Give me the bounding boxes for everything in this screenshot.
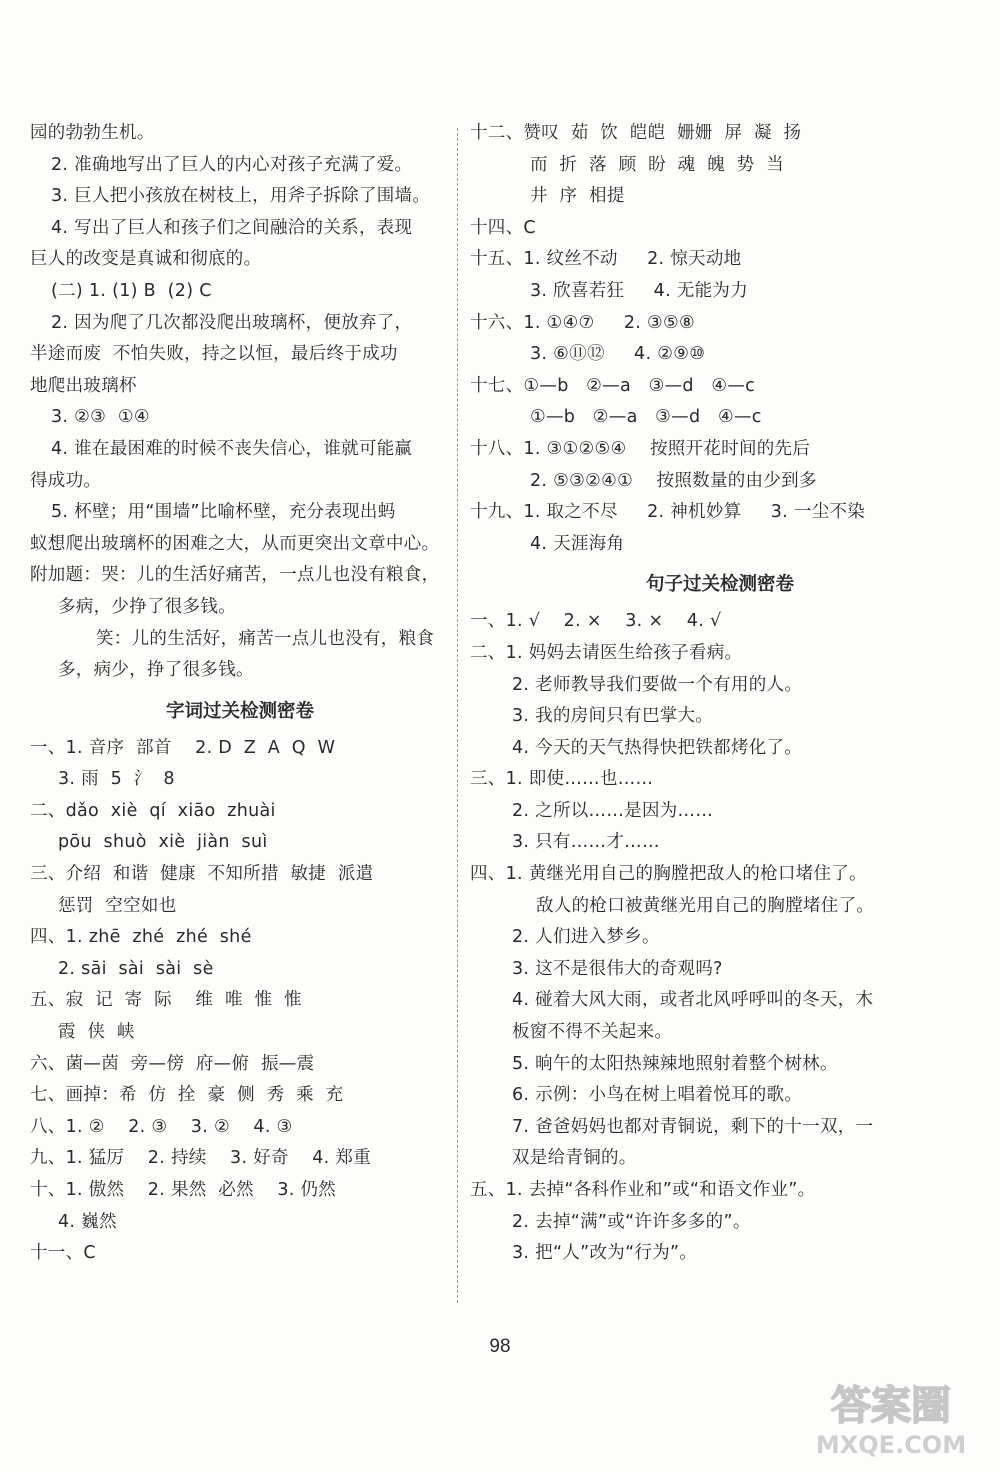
answer-line: 十五、1. 纹丝不动 2. 惊天动地 [470,249,742,270]
answer-line: 二、dǎo xiè qí xiāo zhuài [30,800,276,821]
answer-line: 四、1. 黄继光用自己的胸膛把敌人的枪口堵住了。 [470,864,867,885]
answer-line: pōu shuò xiè jiàn suì [58,832,268,853]
answer-line: 蚁想爬出玻璃杯的困难之大，从而更突出文章中心。 [30,533,440,554]
answer-line: 板窗不得不关起来。 [512,1022,673,1043]
answer-line: 一、1. 音序 部首 2. D Z A Q W [30,737,336,758]
answer-line: 4. 写出了巨人和孩子们之间融洽的关系，表现 [51,217,413,238]
answer-line: 四、1. zhē zhé zhé shé [30,927,252,948]
answer-line: 十、1. 傲然 2. 果然 必然 3. 仍然 [30,1180,337,1200]
answer-line: 2. 因为爬了几次都没爬出玻璃杯，便放弃了， [51,312,413,333]
answer-line: 3. 这不是很伟大的奇观吗? [512,958,723,979]
answer-line: 一、1. √ 2. × 3. × 4. √ [470,611,722,632]
answer-line: 7. 爸爸妈妈也都对青铜说，剩下的十一双，一 [512,1116,874,1137]
answer-line: 多病，少挣了很多钱。 [58,596,236,617]
answer-line: 地爬出玻璃杯 [30,375,137,396]
answer-line: 3. 我的房间只有巴掌大。 [512,706,714,727]
answer-line: 九、1. 猛厉 2. 持续 3. 好奇 4. 郑重 [30,1148,371,1169]
answer-line: 五、寂 记 寄 际 维 唯 惟 惟 [30,990,302,1011]
answer-line: 3. ⑥⑪⑫ 4. ②⑨⑩ [530,344,706,365]
answer-line: 十七、①—b ②—a ③—d ④—c [470,375,756,396]
answer-line: 园的勃勃生机。 [30,123,155,143]
answer-line: 十九、1. 取之不尽 2. 神机妙算 3. 一尘不染 [470,502,866,523]
answer-line: 笑：儿的生活好，痛苦一点儿也没有，粮食 [96,628,435,649]
answer-line: 七、画掉：希 仿 拴 豪 侧 秀 乘 充 [30,1085,344,1106]
answer-line: 霞 侠 峡 [58,1022,135,1043]
answer-line: 十六、1. ①④⑦ 2. ③⑤⑧ [470,312,695,333]
answer-line: 十一、C [30,1243,96,1264]
answer-line: 得成功。 [30,470,102,491]
answer-line: 3. ②③ ①④ [51,407,150,428]
answer-line: 4. 今天的天气热得快把铁都烤化了。 [512,737,803,758]
answer-line: ①—b ②—a ③—d ④—c [530,407,762,428]
answer-line: 3. 巨人把小孩放在树枝上，用斧子拆除了围墙。 [51,186,431,207]
answer-line: 而 折 落 顾 盼 魂 魄 势 当 [530,154,785,175]
answer-line: 五、1. 去掉“各科作业和”或“和语文作业”。 [470,1180,816,1200]
answer-line: 2. 之所以……是因为…… [512,800,714,821]
section-heading: 句子过关检测密卷 [645,574,794,596]
answer-line: 4. 谁在最困难的时候不丧失信心，谁就可能赢 [51,438,413,459]
watermark-url: MXQE.COM [815,1431,967,1459]
answer-line: 2. 准确地写出了巨人的内心对孩子充满了爱。 [51,154,413,175]
answer-line: 2. 去掉“满”或“许许多多的”。 [512,1211,751,1232]
watermark-title: 答案圈 [831,1383,951,1429]
section-heading: 字词过关检测密卷 [165,700,314,722]
answer-line: 十四、C [470,217,536,238]
answer-line: 3. 把“人”改为“行为”。 [512,1243,698,1264]
answer-line: 4. 天涯海角 [530,533,625,554]
answer-line: 三、1. 即使……也…… [470,769,654,790]
answer-line: 3. 欣喜若狂 4. 无能为力 [530,280,749,301]
answer-line: 附加题：哭：儿的生活好痛苦，一点儿也没有粮食， [30,565,440,586]
answer-line: 2. ⑤③②④① 按照数量的由少到多 [530,470,817,491]
answer-line: 三、介绍 和谐 健康 不知所措 敏捷 派遣 [30,864,374,885]
answer-line: 六、菌—茵 旁—傍 府—俯 振—震 [30,1053,315,1074]
answer-line: 5. 杯壁；用“围墙”比喻杯壁，充分表现出蚂 [51,502,396,523]
answer-line: 十二、赞叹 茹 饮 皑皑 姗姗 屏 凝 扬 [470,123,802,143]
answer-line: 2. 老师教导我们要做一个有用的人。 [512,674,803,695]
answer-line: 2. 人们进入梦乡。 [512,927,660,948]
answer-line: 5. 晌午的太阳热辣辣地照射着整个树林。 [512,1053,838,1074]
answer-line: 八、1. ② 2. ③ 3. ② 4. ③ [30,1116,293,1137]
column-divider [457,128,458,1303]
answer-line: 2. sāi sài sài sè [58,958,214,979]
answer-line: 3. 只有……才…… [512,832,660,853]
answer-line: 半途而废 不怕失败，持之以恒，最后终于成功 [30,344,398,365]
watermark-logo [796,1371,986,1461]
answer-line: 6. 示例：小鸟在树上唱着悦耳的歌。 [512,1085,803,1106]
answer-line: 惩罚 空空如也 [58,895,177,916]
answer-line: 3. 雨 5 氵 8 [58,769,175,790]
answer-line: 多，病少，挣了很多钱。 [58,660,254,681]
answer-line: 井 序 相提 [530,186,625,207]
answer-line: 二、1. 妈妈去请医生给孩子看病。 [470,642,743,663]
answer-line: 敌人的枪口被黄继光用自己的胸膛堵住了。 [536,895,875,916]
answer-line: 巨人的改变是真诚和彻底的。 [30,249,262,270]
right-column [470,118,970,1270]
answer-line: 十八、1. ③①②⑤④ 按照开花时间的先后 [470,438,811,459]
answer-line: 双是给青铜的。 [512,1148,637,1169]
left-column [30,118,450,1270]
answer-line: 4. 碰着大风大雨，或者北风呼呼叫的冬天，木 [512,990,874,1011]
answer-line: (二) 1. (1) B (2) C [51,280,212,301]
answer-line: 4. 巍然 [58,1211,117,1232]
page-number: 98 [489,1336,511,1357]
